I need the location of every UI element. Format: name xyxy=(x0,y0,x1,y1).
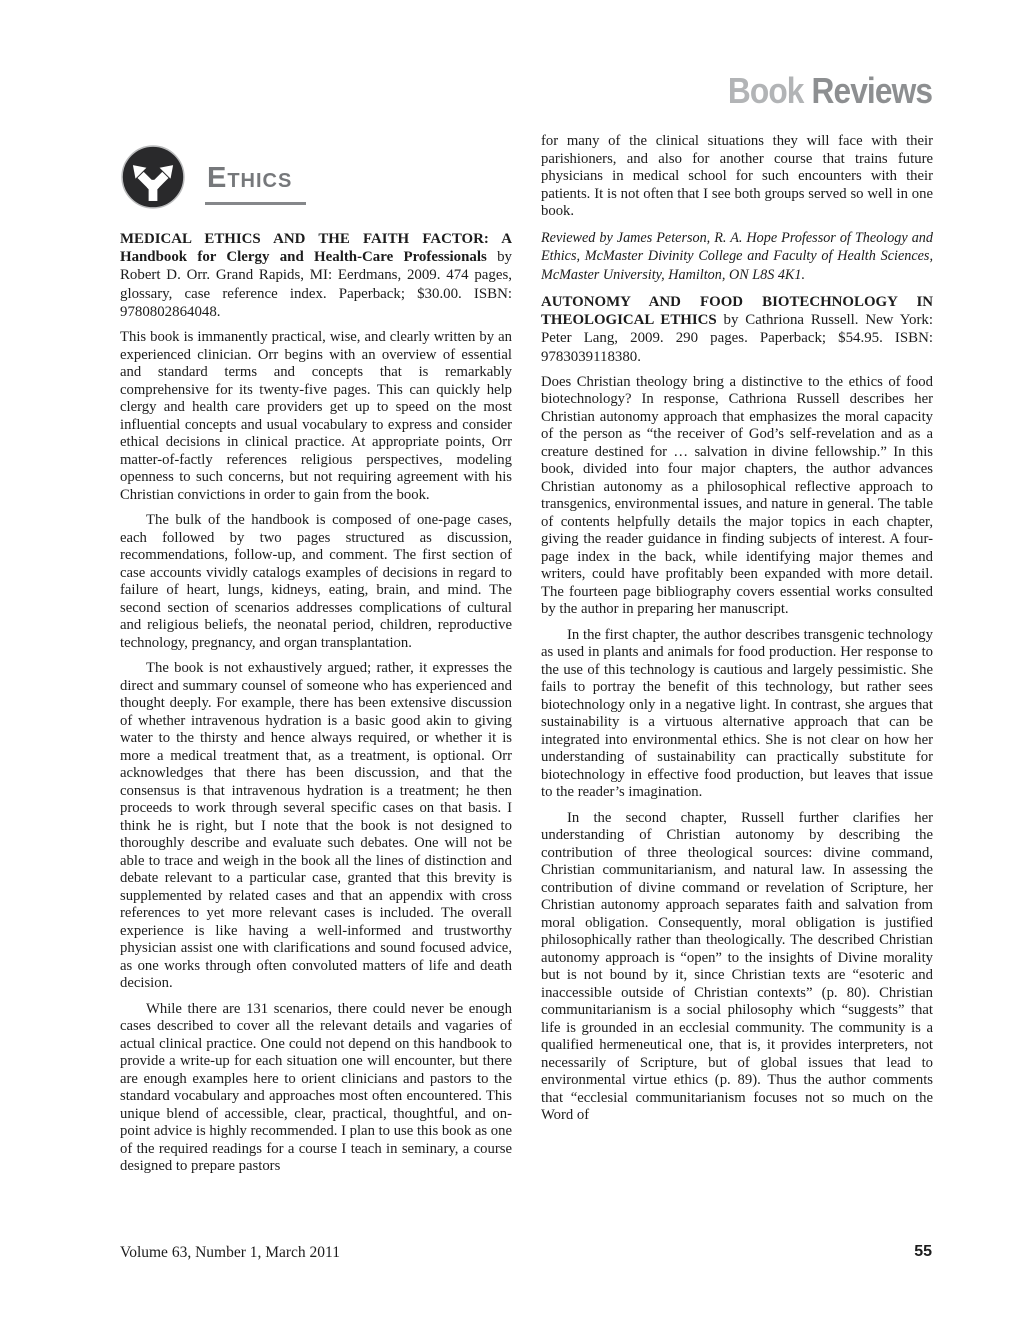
review2-paragraph: In the second chapter, Russell further clarifies her understanding of Christian autonomy by describing the contribution of three theological sources: divine command, Christian communitarianism, and natural law. In assessing the contribution of divine command or revelation of Scripture, her Christian autonomy approach separates faith and salvation from moral obligation. Consequently, moral obligation is justified philosophically rather than theologically. The described Christian autonomy approach is “open” to the insights of Divine morality but is not bound by it, since Christian texts are “esoteric and inaccessible outside of Christian contexts” (p. 80). Christian communitarianism is a social philosophy which “suggests” that life is grounded in an ecclesial community. The community is a qualified hermeneutical one, that is, it provides interpreters, not necessarily of Scripture, but of global issues that lead to environmental virtue ethics (p. 89). Thus the author comments that “ecclesial communitarianism focuses not so much on the Word of xyxy=(541,809,933,1124)
page-title xyxy=(728,70,932,112)
diverging-paths-icon xyxy=(120,144,186,210)
review2-paragraph: Does Christian theology bring a distinctive to the ethics of food biotechnology? In response, Cathriona Russell describes her Christian autonomy approach that emphasizes the moral capacity of the person as “the receiver of God’s self-revelation and as a creature destined for … salvation in divine fellowship.” In this book, divided into four major chapters, the author advances Christian autonomy as a philosophical reflective approach to transgenics, environmental issues, and nature in general. The table of contents helpfully details the major topics in each chapter, giving the reader guidance in finding subjects of interest. A four-page index in the back, while identifying major themes and writers, could have profitably been expanded with more detail. The fourteen page bibliography covers essential works consulted by the author in preparing her manuscript. xyxy=(541,373,933,618)
section-logo xyxy=(120,144,512,220)
section-label: Ethics xyxy=(205,164,306,205)
review1-title-bold: MEDICAL ETHICS AND THE FAITH FACTOR: A Handbook for Clergy and Health-Care Professionals xyxy=(120,231,512,266)
review1-paragraph: The bulk of the handbook is composed of one-page cases, each followed by two pages structured as discussion, recommendations, follow-up, and comment. The first section of case accounts vividly catalogs examples of decisions in regard to failure of heart, lungs, kidneys, eating, brain, and mind. The second section of scenarios addresses complications of cultural and religious beliefs, the neonatal period, children, reproductive technology, pregnancy, and organ transplantation. xyxy=(120,512,512,651)
masthead-word-reviews: Reviews xyxy=(811,70,932,111)
left-column xyxy=(120,140,512,1290)
review1-title xyxy=(120,230,512,321)
review2-title xyxy=(541,293,933,366)
masthead-word-book: Book xyxy=(727,70,804,111)
review2-paragraph: In the first chapter, the author describes transgenic technology as used in plants and animals for food production. Her response to the use of this technology is cautious and largely pessimistic. She fails to portray the benefit of this technology, but rather sees biotechnology only in a negative light. In contrast, she argues that sustainability is a virtuous alternative approach that can be integrated into environmental ethics. She is not clear on how her understanding of sustainability can practically substitute for biotechnology in effective food production, but leaves that issue to the reader’s imagination. xyxy=(541,626,933,801)
review1-continuation-paragraph: for many of the clinical situations they will face with their parishioners, and also for another course that trains future physicians in medical school for such encounters with their patients. It is not often that I see both groups served so well in one book. xyxy=(541,133,933,219)
right-column xyxy=(541,133,933,1283)
review1-title-details: by Robert D. Orr. Grand Rapids, MI: Eerdmans, 2009. 474 pages, glossary, case reference index. Paperback; $30.00. ISBN: 9780802864048. xyxy=(120,249,512,320)
footer-issue-info: Volume 63, Number 1, March 2011 xyxy=(120,1244,340,1261)
review2-title-details: by Cathriona Russell. New York: Peter Lang, 2009. 290 pages. Paperback; $54.95. ISBN: 9783039118380. xyxy=(541,312,933,365)
review1-paragraph: The book is not exhaustively argued; rather, it expresses the direct and summary counsel of someone who has experienced and thought deeply. For example, there has been extensive discussion of whether intravenous hydration is a basic good akin to giving water to the thirsty and hence always required, or whether it is more a medical treatment that, as a treatment, is optional. Orr acknowledges that there has been discussion, and that the consensus is that intravenous hydration is a treatment; he then proceeds to work through several specific cases on that basis. I think he is right, but I note that the book is not designed to thoroughly describe and evaluate such debates. One will not be able to trace and weigh in the book all the lines of distinction and debate relevant to a particular case, granted that this brevity is supplemented by related cases and that an appendix with cross references to yet more relevant cases is included. The overall experience is like having a well-informed and trustworthy physician assist one with clarifications and sound focused advice, as one works through often convoluted matters of life and death decision. xyxy=(120,660,512,992)
reviewer-credit: Reviewed by James Peterson, R. A. Hope Professor of Theology and Ethics, McMaster Divinity College and Faculty of Health Sciences, McMaster University, Hamilton, ON L8S 4K1. xyxy=(541,229,933,284)
review1-paragraph: This book is immanently practical, wise, and clearly written by an experienced clinician. Orr begins with an overview of essential and standard terms and concepts that is remarkably comprehensive for its twenty-five pages. This can quickly help clergy and health care providers get up to speed on the most influential concepts and usual vocabulary to express and consider ethical decisions in clinical practice. At appropriate points, Orr matter-of-factly references religious perspectives, modeling openness to such concerns, but not requiring agreement with his Christian convictions in order to gain from the book. xyxy=(120,329,512,503)
review1-paragraph: While there are 131 scenarios, there could never be enough cases described to cover all the relevant details and vagaries of actual clinical practice. One could not depend on this handbook to provide a write-up for each situation one will encounter, but there are enough examples here to orient clinicians and pastors to the standard vocabulary and approaches most often encountered. This unique blend of accessible, clear, practical, thoughtful, and on-point advice is highly recommended. I plan to use this book as one of the required readings for a course I teach in seminary, a course designed to prepare pastors xyxy=(120,1000,512,1175)
review2-title-bold: AUTONOMY AND FOOD BIOTECHNOLOGY IN THEOLOGICAL ETHICS xyxy=(541,293,933,329)
footer-page-number: 55 xyxy=(914,1243,932,1260)
